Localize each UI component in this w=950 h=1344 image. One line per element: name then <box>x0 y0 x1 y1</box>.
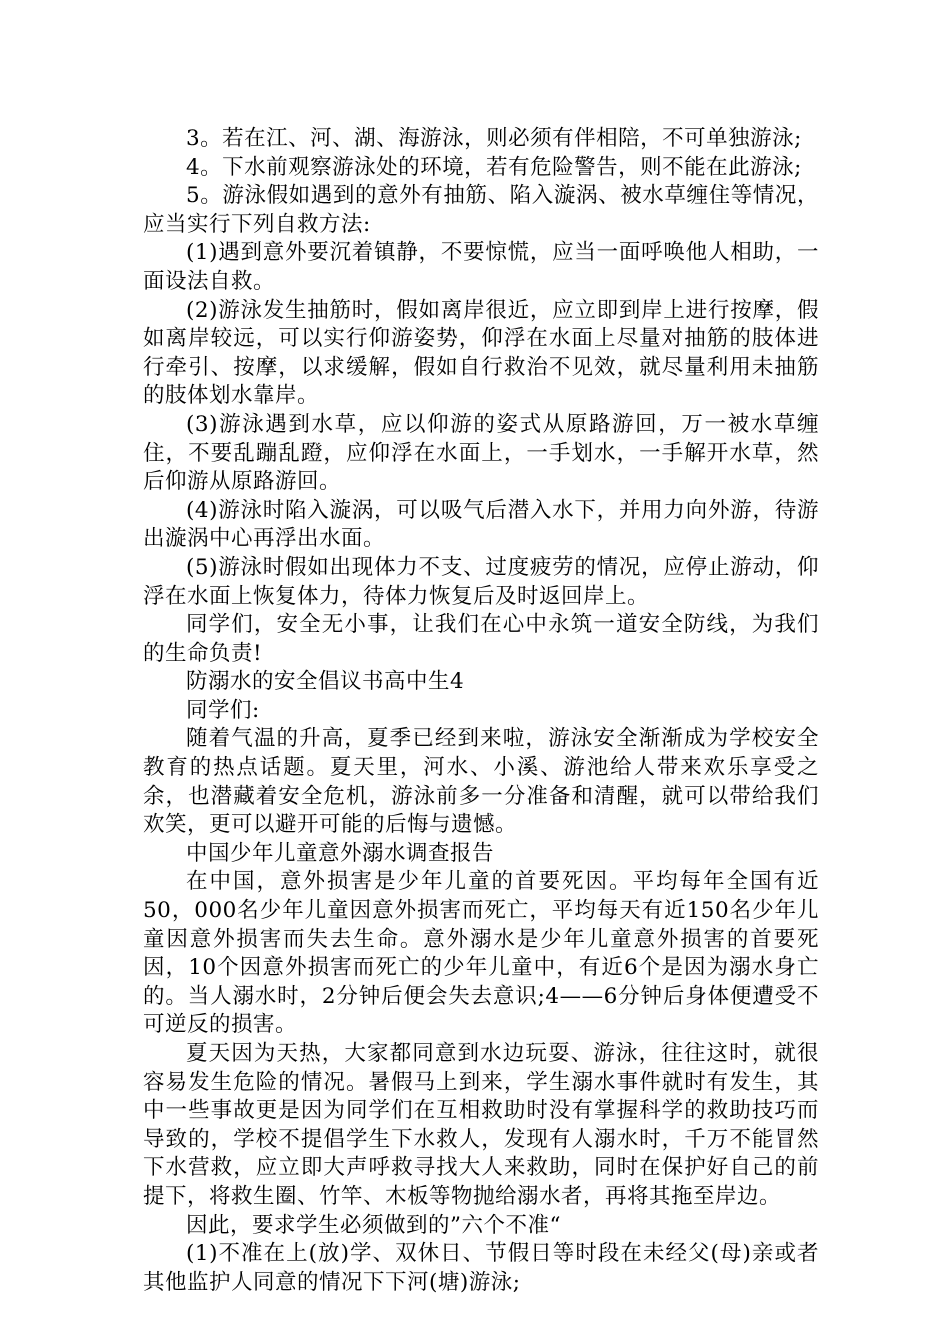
paragraph-self-rescue-1: (1)遇到意外要沉着镇静，不要惊慌，应当一面呼唤他人相助，一面设法自救。 <box>143 240 819 294</box>
salutation: 同学们: <box>186 697 260 723</box>
six-prohibitions-heading: 因此，要求学生必须做到的”六个不准“ <box>186 1212 561 1238</box>
paragraph-rule-3: 3。若在江、河、湖、海游泳，则必须有伴相陪，不可单独游泳; <box>186 126 802 151</box>
paragraph-prohibition-1: (1)不准在上(放)学、双休日、节假日等时段在未经父(母)亲或者其他监护人同意的情况下下河(塘)游泳; <box>143 1241 819 1295</box>
paragraph-rule-4: 4。下水前观察游泳处的环境，若有危险警告，则不能在此游泳; <box>186 154 802 180</box>
document-body <box>143 125 819 1297</box>
paragraph-self-rescue-2: (2)游泳发生抽筋时，假如离岸很近，应立即到岸上进行按摩，假如离岸较远，可以实行仰游姿势，仰浮在水面上尽量对抽筋的肢体进行牵引、按摩，以求缓解，假如自行救治不见效，就尽量利用未抽筋的肢体划水靠岸。 <box>143 297 819 409</box>
report-title: 中国少年儿童意外溺水调查报告 <box>186 840 495 866</box>
paragraph-closing: 同学们，安全无小事，让我们在心中永筑一道安全防线，为我们的生命负责! <box>143 612 819 666</box>
paragraph-intro: 随着气温的升高，夏季已经到来啦，游泳安全渐渐成为学校安全教育的热点话题。夏天里，河水、小溪、游池给人带来欢乐享受之余，也潜藏着安全危机，游泳前多一分准备和清醒，就可以带给我们欢笑，更可以避开可能的后悔与遗憾。 <box>143 726 819 838</box>
paragraph-summer-danger: 夏天因为天热，大家都同意到水边玩耍、游泳，往往这时，就很容易发生危险的情况。暑假马上到来，学生溺水事件就时有发生，其中一些事故更是因为同学们在互相救助时没有掌握科学的救助技巧而导致的，学校不提倡学生下水救人，发现有人溺水时，千万不能冒然下水营救，应立即大声呼救寻找大人来救助，同时在保护好自己的前提下，将救生圈、竹竿、木板等物抛给溺水者，再将其拖至岸边。 <box>143 1041 819 1209</box>
paragraph-self-rescue-5: (5)游泳时假如出现体力不支、过度疲劳的情况，应停止游动，仰浮在水面上恢复体力，待体力恢复后及时返回岸上。 <box>143 554 819 609</box>
paragraph-rule-5: 5。游泳假如遇到的意外有抽筋、陷入漩涡、被水草缠住等情况，应当实行下列自救方法: <box>143 183 819 237</box>
paragraph-statistics: 在中国，意外损害是少年儿童的首要死因。平均每年全国有近50，000名少年儿童因意外损害而死亡，平均每天有近150名少年儿童因意外损害而失去生命。意外溺水是少年儿童意外损害的首要死因，10个因意外损害而死亡的少年儿童中，有近6个是因为溺水身亡的。当人溺水时，2分钟后便会失去意识;4——6分钟后身体便遭受不可逆反的损害。 <box>143 869 819 1038</box>
paragraph-self-rescue-3: (3)游泳遇到水草，应以仰游的姿式从原路游回，万一被水草缠住，不要乱蹦乱蹬，应仰浮在水面上，一手划水，一手解开水草，然后仰游从原路游回。 <box>143 411 819 495</box>
section-title: 防溺水的安全倡议书高中生4 <box>186 669 465 695</box>
paragraph-self-rescue-4: (4)游泳时陷入漩涡，可以吸气后潜入水下，并用力向外游，待游出漩涡中心再浮出水面。 <box>143 497 819 552</box>
